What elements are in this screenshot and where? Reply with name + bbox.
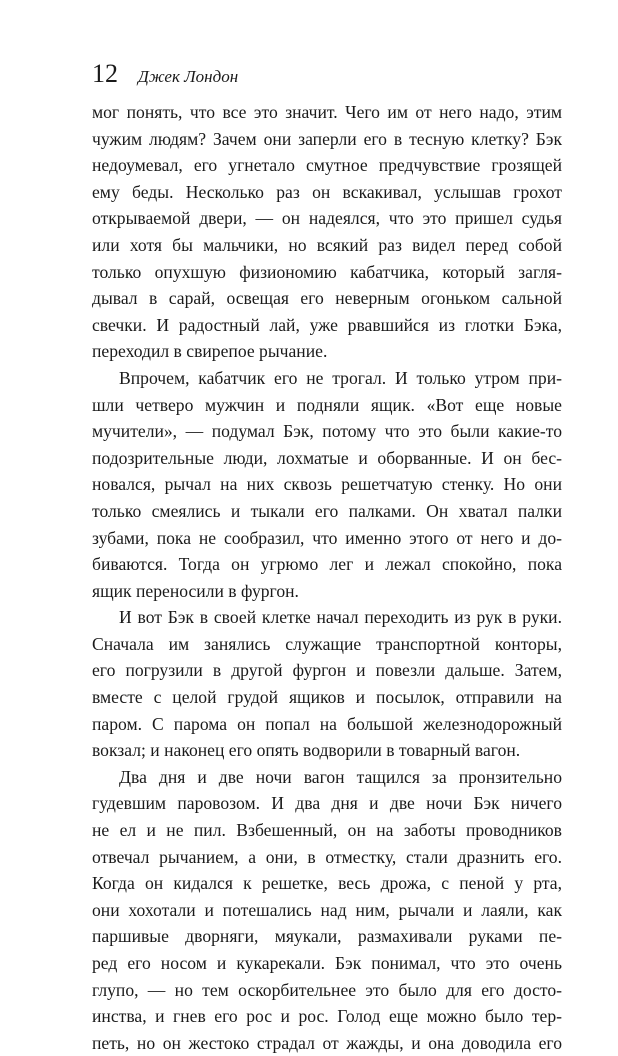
text-line: шли четверо мужчин и подняли ящик. «Вот еще новые — [92, 394, 562, 415]
text-line: мог понять, что все это значит. Чего им от него надо, этим — [92, 102, 562, 122]
text-line: они хохотали и потешались над ним, рычали и лаяли, как — [92, 899, 562, 920]
text-line: новался, рычал на них сквозь решетчатую стенку. Но они — [92, 474, 562, 495]
text-line: глупо, — но тем оскорбительнее это было для его досто- — [92, 979, 562, 1000]
running-head: Джек Лондон — [138, 67, 239, 86]
text-line: переходил в свирепое рычание. — [92, 341, 328, 362]
text-line: зубами, пока не сообразил, что именно этого от него и до- — [92, 527, 562, 548]
text-line: только смеялись и тыкали его палками. Он хватал палки — [92, 500, 562, 521]
text-line: чужим людям? Зачем они заперли его в тесную клетку? Бэк — [92, 128, 562, 149]
text-line: мучители», — подумал Бэк, потому что это были какие-то — [92, 421, 562, 442]
page-number: 12 — [92, 59, 118, 88]
paragraph — [92, 604, 562, 764]
text-line: ред его носом и кукарекали. Бэк понимал, что это очень — [92, 953, 562, 973]
text-line: паром. С парома он попал на большой железнодорожный — [92, 713, 562, 734]
text-line: свечки. И радостный лай, уже рвавшийся из глотки Бэка, — [92, 314, 562, 335]
text-line: биваются. Тогда он угрюмо лег и лежал спокойно, пока — [92, 554, 562, 575]
text-line: недоумевал, его угнетало смутное предчувствие грозящей — [92, 155, 562, 176]
text-line: только опухшую физиономию кабатчика, который загля- — [92, 261, 562, 282]
text-line: подозрительные люди, лохматые и оборванные. И он бес- — [92, 447, 562, 468]
text-line: ему беды. Несколько раз он вскакивал, услышав грохот — [92, 181, 562, 202]
text-line: не ел и не пил. Взбешенный, он на заботы проводников — [92, 820, 562, 841]
paragraph — [92, 764, 562, 1056]
paragraph — [92, 365, 562, 604]
page-header — [92, 58, 238, 90]
text-line: вместе с целой грудой ящиков и посылок, отправили на — [92, 687, 562, 708]
text-line: или хотя бы мальчики, но всякий раз видел перед собой — [92, 234, 562, 255]
text-line: петь, но он жестоко страдал от жажды, и она доводила его — [92, 1032, 562, 1053]
text-line: инства, и гнев его рос и рос. Голод еще можно было тер- — [92, 1006, 562, 1027]
text-line: паршивые дворняги, мяукали, размахивали руками пе- — [92, 926, 562, 947]
text-line: дывал в сарай, освещая его неверным огоньком сальной — [92, 288, 562, 309]
text-line: Впрочем, кабатчик его не трогал. И только утром при- — [119, 367, 562, 388]
paragraph — [92, 99, 562, 365]
body-text — [92, 99, 562, 1056]
text-line: отвечал рычанием, а они, в отместку, стали дразнить его. — [92, 846, 562, 867]
text-line: его погрузили в другой фургон и повезли дальше. Затем, — [92, 660, 562, 681]
text-line: Когда он кидался к решетке, весь дрожа, с пеной у рта, — [92, 873, 562, 894]
text-line: гудевшим паровозом. И два дня и две ночи Бэк ничего — [92, 793, 562, 814]
text-line: вокзал; и наконец его опять водворили в товарный вагон. — [92, 740, 521, 761]
text-line: Два дня и две ночи вагон тащился за пронзительно — [119, 766, 562, 787]
text-line: И вот Бэк в своей клетке начал переходить из рук в руки. — [119, 607, 562, 628]
text-line: ящик переносили в фургон. — [92, 580, 299, 601]
text-line: открываемой двери, — он надеялся, что это пришел судья — [92, 208, 562, 229]
text-line: Сначала им занялись служащие транспортной конторы, — [92, 633, 562, 654]
